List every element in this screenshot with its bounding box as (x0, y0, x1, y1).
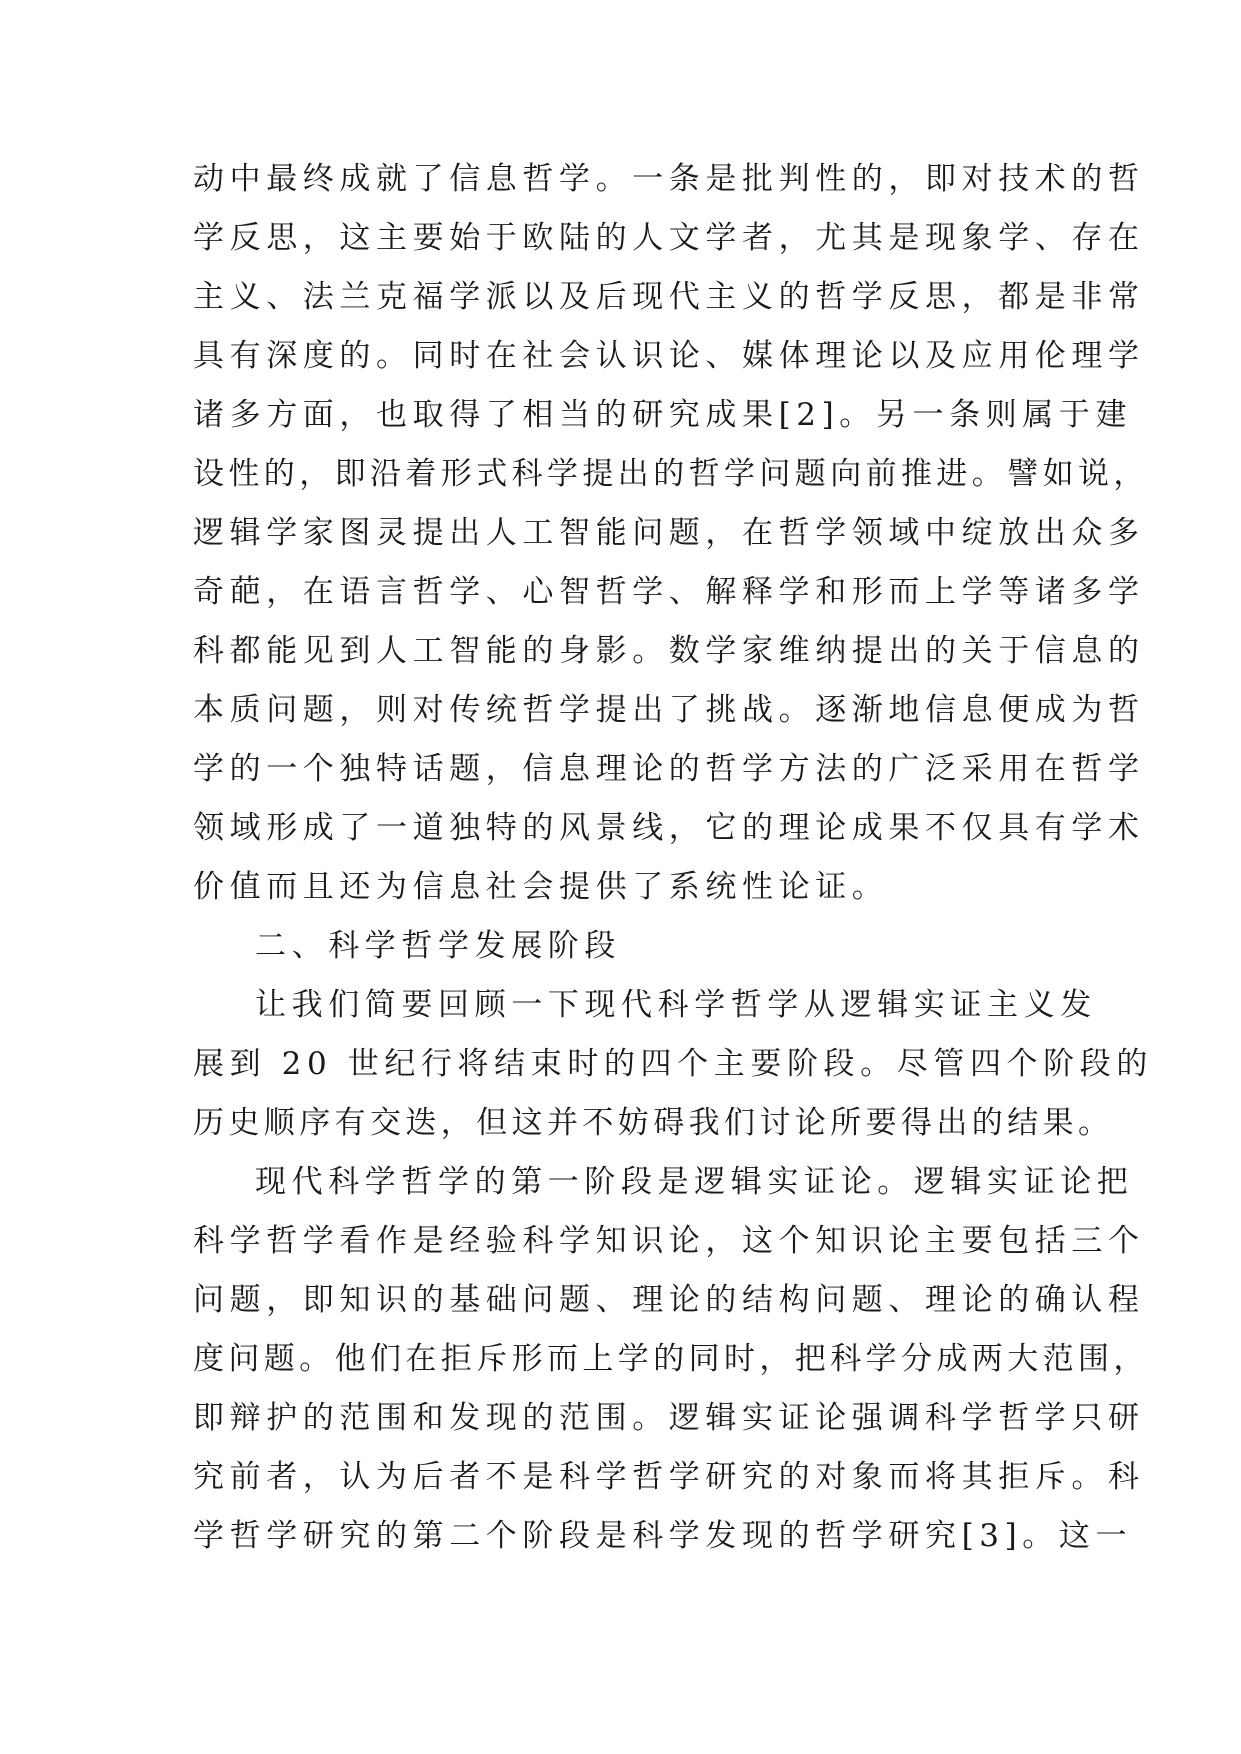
text-line: 问题，即知识的基础问题、理论的结构问题、理论的确认程 (193, 1282, 1145, 1318)
text-line: 设性的，即沿着形式科学提出的哲学问题向前推进。譬如说， (193, 456, 1149, 492)
text-line: 即辩护的范围和发现的范围。逻辑实证论强调科学哲学只研 (193, 1400, 1145, 1436)
text-line: 诸多方面，也取得了相当的研究成果[2]。另一条则属于建 (193, 397, 1133, 433)
text-line: 奇葩，在语言哲学、心智哲学、解释学和形而上学等诸多学 (193, 574, 1145, 610)
body-text (193, 150, 1153, 1566)
text-line: 现代科学哲学的第一阶段是逻辑实证论。逻辑实证论把 (255, 1164, 1134, 1200)
text-line: 究前者，认为后者不是科学哲学研究的对象而将其拒斥。科 (193, 1459, 1145, 1495)
text-line: 科都能见到人工智能的身影。数学家维纳提出的关于信息的 (193, 633, 1145, 669)
text-line: 本质问题，则对传统哲学提出了挑战。逐渐地信息便成为哲 (193, 692, 1145, 728)
text-line: 展到 20 世纪行将结束时的四个主要阶段。尽管四个阶段的 (193, 1046, 1153, 1082)
text-line: 度问题。他们在拒斥形而上学的同时，把科学分成两大范围， (193, 1341, 1149, 1377)
text-line: 让我们简要回顾一下现代科学哲学从逻辑实证主义发 (255, 987, 1097, 1023)
text-line: 科学哲学看作是经验科学知识论，这个知识论主要包括三个 (193, 1223, 1145, 1259)
text-line: 历史顺序有交迭，但这并不妨碍我们讨论所要得出的结果。 (193, 1105, 1114, 1141)
text-line: 具有深度的。同时在社会认识论、媒体理论以及应用伦理学 (193, 338, 1145, 374)
text-line: 价值而且还为信息社会提供了系统性论证。 (193, 869, 889, 905)
text-line: 学反思，这主要始于欧陆的人文学者，尤其是现象学、存在 (193, 220, 1145, 256)
text-line: 学的一个独特话题，信息理论的哲学方法的广泛采用在哲学 (193, 751, 1145, 787)
section-heading: 二、科学哲学发展阶段 (255, 928, 621, 964)
text-line: 学哲学研究的第二个阶段是科学发现的哲学研究[3]。这一 (193, 1518, 1133, 1554)
text-line: 动中最终成就了信息哲学。一条是批判性的，即对技术的哲 (193, 161, 1145, 197)
text-line: 逻辑学家图灵提出人工智能问题，在哲学领域中绽放出众多 (193, 515, 1145, 551)
text-line: 领域形成了一道独特的风景线，它的理论成果不仅具有学术 (193, 810, 1145, 846)
text-line: 主义、法兰克福学派以及后现代主义的哲学反思，都是非常 (193, 279, 1145, 315)
